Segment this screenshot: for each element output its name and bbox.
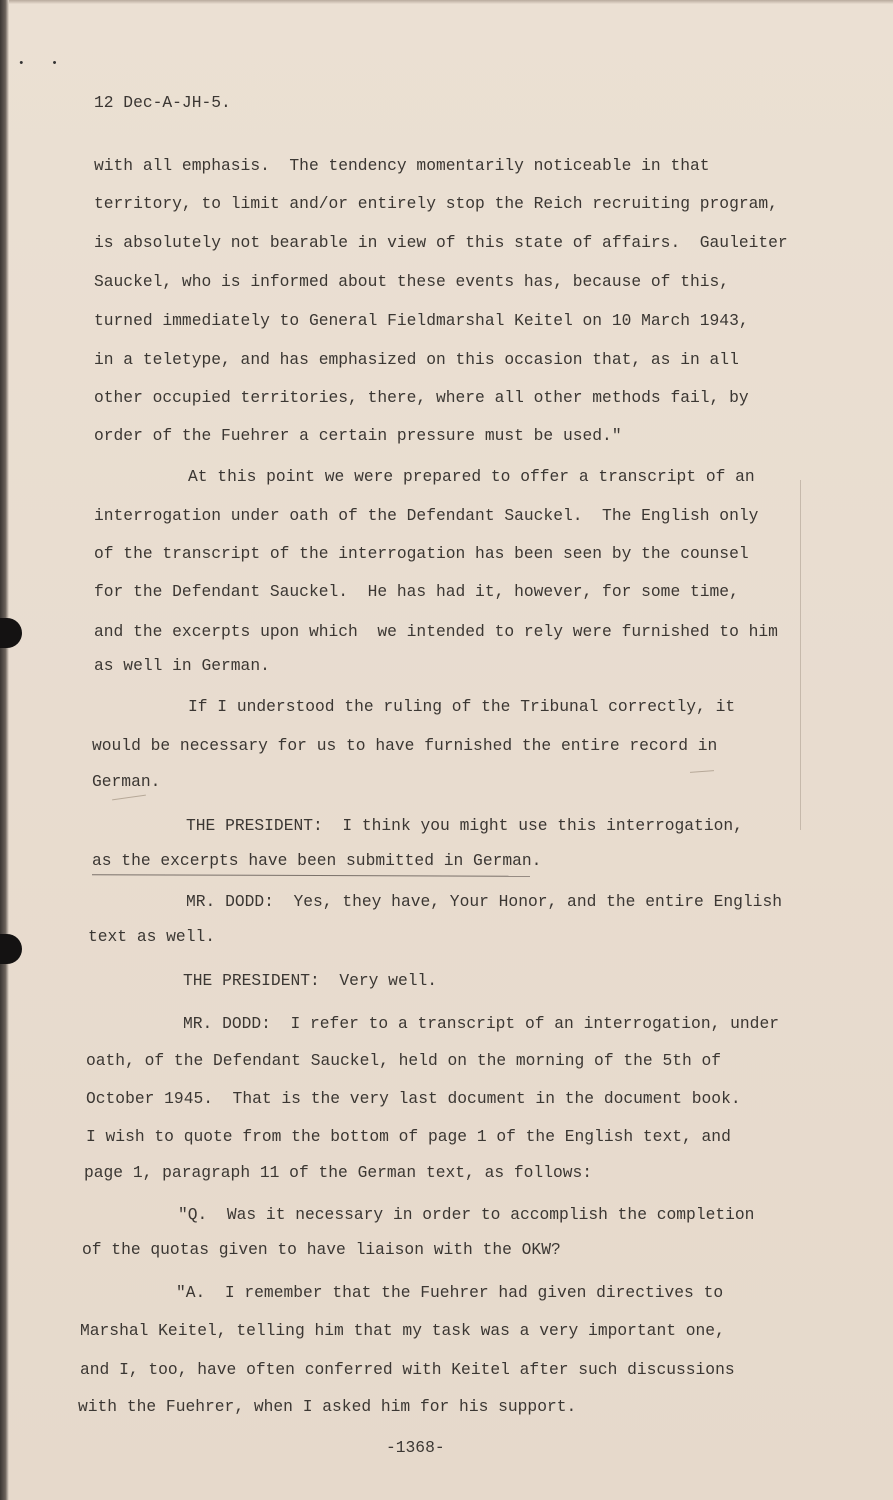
- text-line: for the Defendant Sauckel. He has had it, however, for some time,: [94, 582, 739, 601]
- text-line: MR. DODD: I refer to a transcript of an interrogation, under: [183, 1014, 779, 1033]
- text-line: with the Fuehrer, when I asked him for his support.: [78, 1397, 577, 1416]
- text-line: as the excerpts have been submitted in German.: [92, 851, 542, 870]
- text-line: of the quotas given to have liaison with the OKW?: [82, 1240, 561, 1259]
- text-line: order of the Fuehrer a certain pressure must be used.": [94, 426, 622, 445]
- corner-marks: • •: [18, 58, 68, 70]
- text-line: of the transcript of the interrogation has been seen by the counsel: [94, 544, 749, 563]
- text-line: is absolutely not bearable in view of this state of affairs. Gauleiter: [94, 233, 788, 252]
- text-line: MR. DODD: Yes, they have, Your Honor, and the entire English: [186, 892, 782, 911]
- text-line: other occupied territories, there, where all other methods fail, by: [94, 388, 749, 407]
- text-line: interrogation under oath of the Defendant Sauckel. The English only: [94, 506, 759, 525]
- text-line: If I understood the ruling of the Tribunal correctly, it: [188, 697, 736, 716]
- text-line: text as well.: [88, 927, 216, 946]
- text-line: page 1, paragraph 11 of the German text, as follows:: [84, 1163, 593, 1182]
- page-left-edge: [0, 0, 9, 1500]
- text-line: turned immediately to General Fieldmarshal Keitel on 10 March 1943,: [94, 311, 749, 330]
- text-line: and I, too, have often conferred with Keitel after such discussions: [80, 1360, 735, 1379]
- punch-hole-lower: [0, 934, 22, 964]
- pencil-mark: [690, 770, 714, 773]
- text-line: in a teletype, and has emphasized on this occasion that, as in all: [94, 350, 739, 369]
- text-line: Marshal Keitel, telling him that my task was a very important one,: [80, 1321, 725, 1340]
- text-line: "A. I remember that the Fuehrer had given directives to: [176, 1283, 724, 1302]
- pencil-mark: [112, 795, 146, 801]
- text-line: I wish to quote from the bottom of page 1 of the English text, and: [86, 1127, 731, 1146]
- text-line: German.: [92, 772, 161, 791]
- punch-hole-upper: [0, 618, 22, 648]
- text-line: THE PRESIDENT: I think you might use this interrogation,: [186, 816, 743, 835]
- page-top-edge: [0, 0, 893, 4]
- text-line: as well in German.: [94, 656, 270, 675]
- text-line: Sauckel, who is informed about these events has, because of this,: [94, 272, 730, 291]
- text-line: THE PRESIDENT: Very well.: [183, 971, 438, 990]
- text-line: and the excerpts upon which we intended to rely were furnished to him: [94, 622, 778, 641]
- text-line: territory, to limit and/or entirely stop the Reich recruiting program,: [94, 194, 778, 213]
- handwritten-underline: [92, 874, 530, 877]
- page-number: -1368-: [386, 1438, 445, 1457]
- text-line: would be necessary for us to have furnished the entire record in: [92, 736, 718, 755]
- pencil-margin-line: [800, 480, 801, 830]
- document-header: 12 Dec-A-JH-5.: [94, 93, 231, 112]
- text-line: with all emphasis. The tendency momentarily noticeable in that: [94, 156, 710, 175]
- text-line: oath, of the Defendant Sauckel, held on the morning of the 5th of: [86, 1051, 722, 1070]
- text-line: October 1945. That is the very last document in the document book.: [86, 1089, 741, 1108]
- text-line: At this point we were prepared to offer a transcript of an: [188, 467, 755, 486]
- text-line: "Q. Was it necessary in order to accomplish the completion: [178, 1205, 755, 1224]
